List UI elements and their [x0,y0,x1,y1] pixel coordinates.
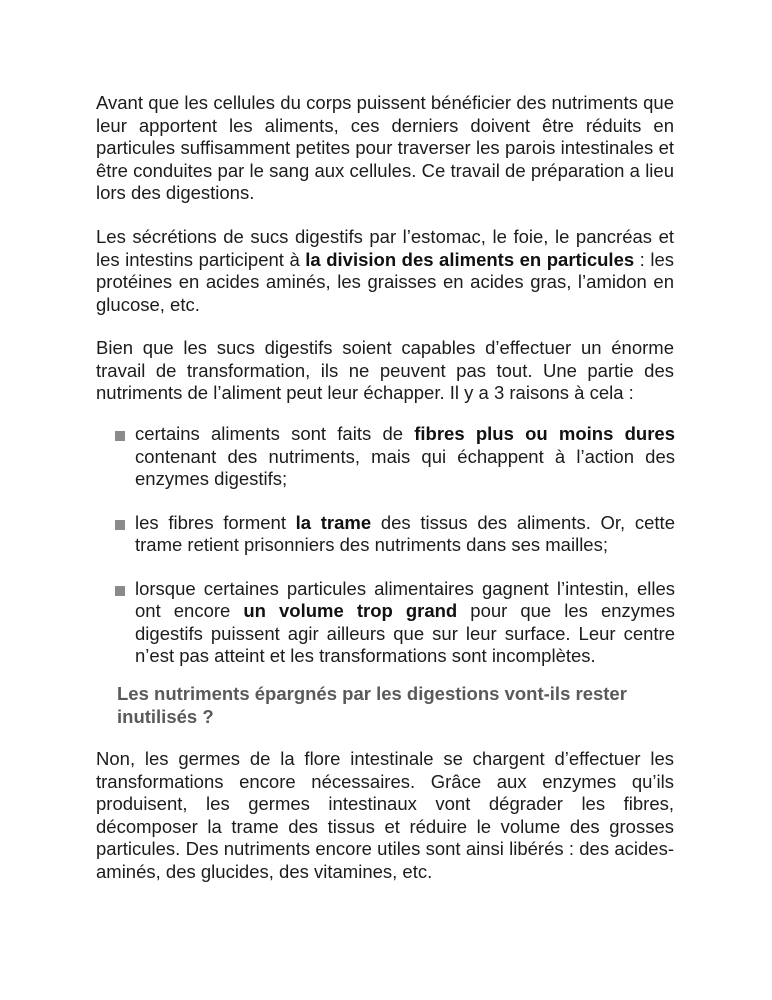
list-item-bold: fibres plus ou moins dures [414,423,675,444]
square-bullet-icon [115,586,125,596]
list-item-text-1: lorsque certaines particules alimentaires gagnent l’intestin, elles ont encore [135,577,675,621]
paragraph-intro: Avant que les cellules du corps puissent bénéficier des nutriments que leur apportent les aliments, ces derniers doivent être réduits en particules suffisamment petites pour traverser les parois intestinales et être conduites par le sang aux cellules. Ce travail de préparation a lieu lors des digestions. [96,92,674,203]
list-item-bold: un volume trop grand [243,600,458,621]
paragraph-limits: Bien que les sucs digestifs soient capables d’effectuer un énorme travail de transformation, ils ne peuvent pas tout. Une partie des nutriments de l’aliment peut leur échapper. Il y a 3 raisons à cela : [96,337,674,403]
list-item [115,512,675,557]
list-item-bold: la trame [295,511,372,533]
list-item-text-1: les fibres forment [135,511,296,533]
list-item-text-2: des tissus des aliments. Or, cette trame retient prisonniers des nutriments dans ses mailles; [135,511,675,555]
list-item-text-2: contenant des nutriments, mais qui échappent à l’action des enzymes digestifs; [135,445,675,489]
paragraph-secretions-bold: la division des aliments en particules [305,248,635,270]
list-item [115,423,675,491]
list-item-text-2: pour que les enzymes digestifs puissent agir ailleurs que sur leur surface. Leur centre n’est pas atteint et les transformations sont incomplètes. [135,600,675,666]
paragraph-answer: Non, les germes de la flore intestinale se chargent d’effectuer les transformations encore nécessaires. Grâce aux enzymes qu’ils produisent, les germes intestinaux vont dégrader les fibres, décomposer la trame des tissus et réduire le volume des grosses particules. Des nutriments encore utiles sont ainsi libérés : des acides-aminés, des glucides, des vitamines, etc. [96,748,674,882]
paragraph-secretions-text-2: : les protéines en acides aminés, les graisses en acides gras, l’amidon en glucose, etc. [96,248,674,315]
list-item [115,578,675,668]
reasons-list [115,423,675,668]
list-item-text-1: certains aliments sont faits de [135,423,415,444]
section-question-heading: Les nutriments épargnés par les digestions vont-ils rester inutilisés ? [117,683,627,727]
square-bullet-icon [115,431,125,441]
paragraph-secretions [96,226,674,316]
square-bullet-icon [115,520,125,530]
paragraph-secretions-text-1: Les sécrétions de sucs digestifs par l’estomac, le foie, le pancréas et les intestins participent à [96,226,674,270]
